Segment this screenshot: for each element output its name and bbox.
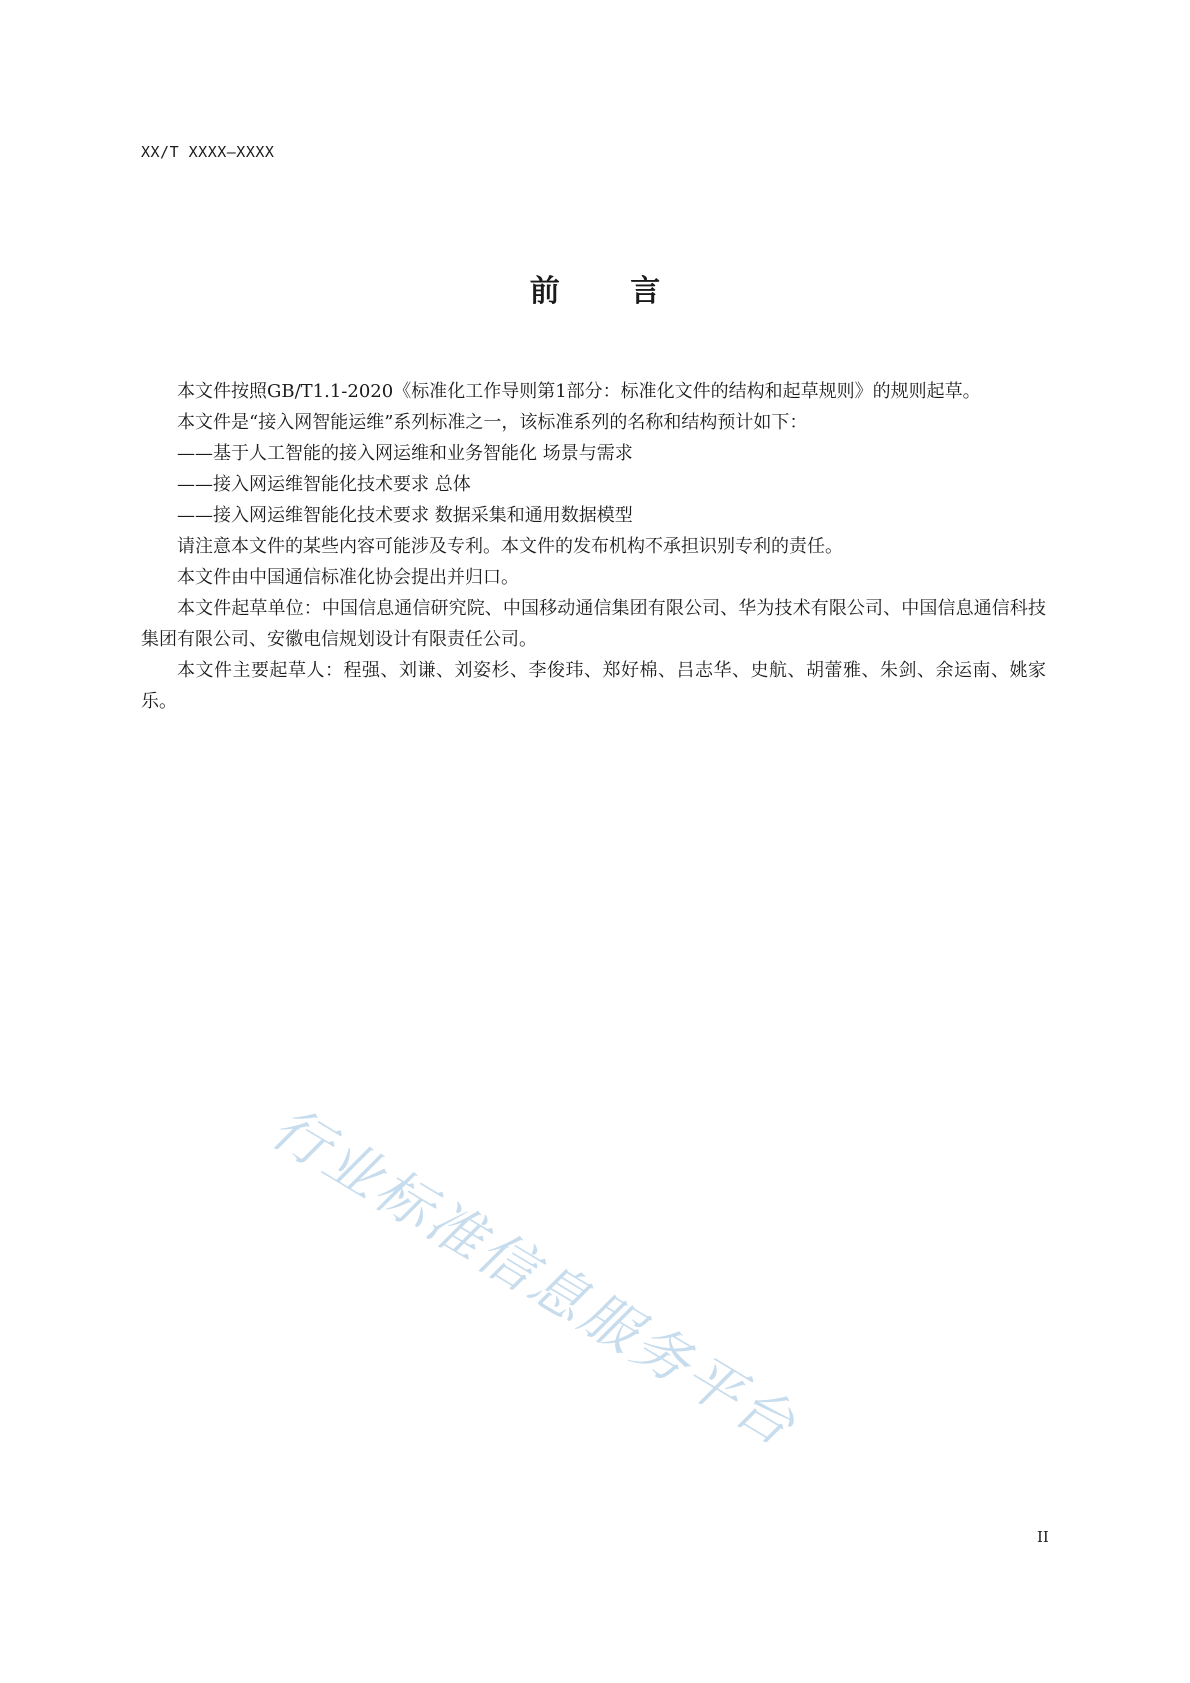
paragraph: 本文件是“接入网智能运维”系列标准之一，该标准系列的名称和结构预计如下： (177, 412, 808, 433)
paragraph: 本文件由中国通信标准化协会提出并归口。 (177, 567, 519, 588)
document-code: XX/T XXXX—XXXX (141, 143, 275, 161)
section-title: 前 言 (529, 274, 691, 309)
paragraph: 本文件起草单位：中国信息通信研究院、中国移动通信集团有限公司、华为技术有限公司、中国信息通信科技集团有限公司、安徽电信规划设计有限责任公司。 (141, 598, 1046, 650)
paragraph: 本文件主要起草人：程强、刘谦、刘姿杉、李俊玮、郑好棉、吕志华、史航、胡蕾雅、朱剑、余运南、姚家乐。 (141, 660, 1046, 712)
page-number: II (1037, 1528, 1049, 1546)
list-item: ——接入网运维智能化技术要求 总体 (177, 474, 471, 495)
paragraph: 请注意本文件的某些内容可能涉及专利。本文件的发布机构不承担识别专利的责任。 (177, 536, 843, 557)
list-item: ——接入网运维智能化技术要求 数据采集和通用数据模型 (177, 505, 633, 526)
foreword-body (141, 376, 1046, 717)
paragraph: 本文件按照GB/T1.1-2020《标准化工作导则第1部分：标准化文件的结构和起草规则》的规则起草。 (177, 381, 981, 402)
list-item: ——基于人工智能的接入网运维和业务智能化 场景与需求 (177, 443, 633, 464)
watermark: 行业标准信息服务平台 (260, 1095, 809, 1461)
